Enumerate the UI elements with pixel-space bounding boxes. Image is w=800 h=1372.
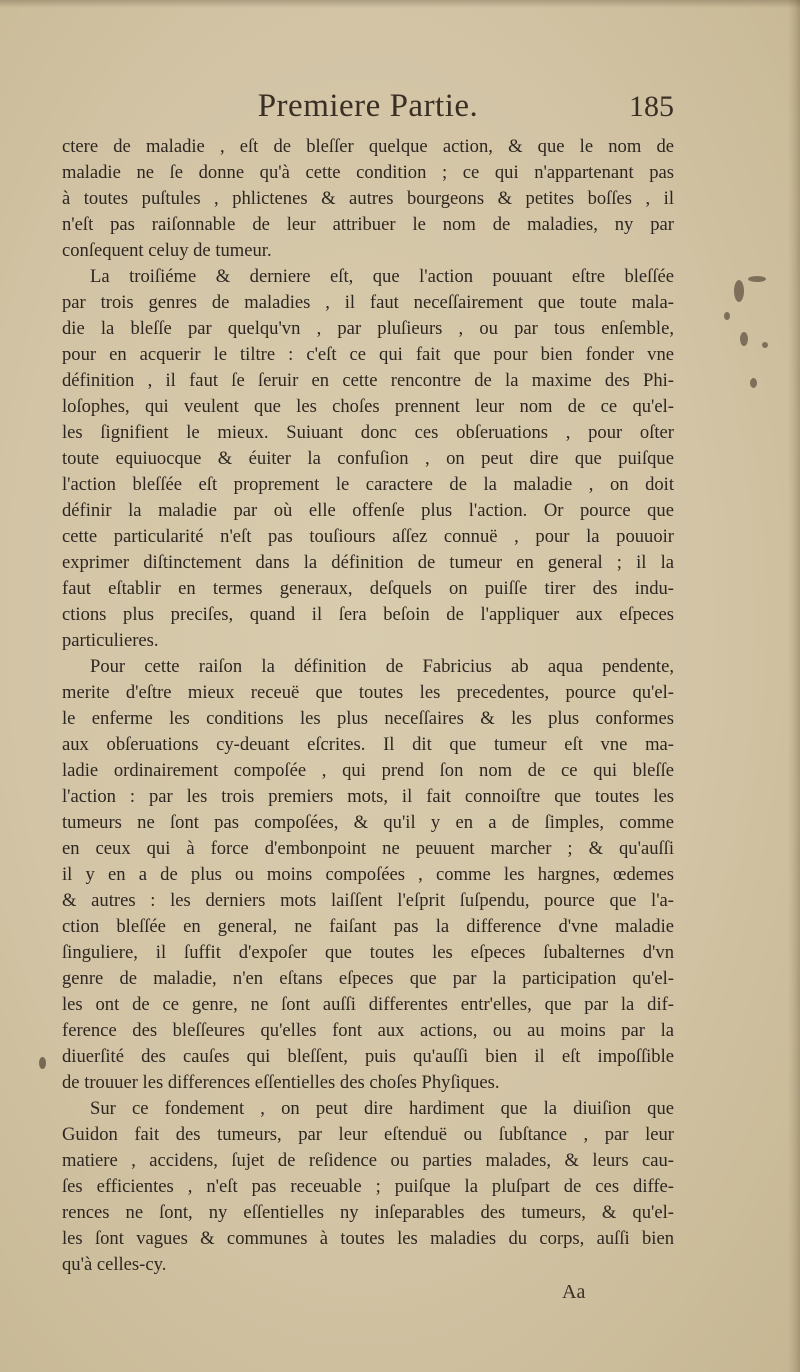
- page-top-shadow: [0, 0, 800, 8]
- text-line: conſequent celuy de tumeur.: [62, 240, 272, 261]
- text-line: tumeurs ne ſont pas compoſées, & qu'il y en a de ſimples, comme: [62, 812, 674, 833]
- text-line: La troiſiéme & derniere eſt, que l'action pouuant eſtre bleſſée: [90, 266, 674, 287]
- text-line: qu'à celles-cy.: [62, 1254, 167, 1275]
- text-line: les ſignifient le mieux. Suiuant donc ces obſeruations , pour oſter: [62, 422, 674, 443]
- text-line: les ſont vagues & communes à toutes les maladies du corps, auſſi bien: [62, 1228, 674, 1249]
- text-line: toute equiuocque & éuiter la confuſion , on peut dire que puiſque: [62, 448, 674, 469]
- text-line: matiere , accidens, ſujet de reſidence ou parties malades, & leurs cau-: [62, 1150, 674, 1171]
- text-line: ſinguliere, il ſuffit d'expoſer que toutes les eſpeces ſubalternes d'vn: [62, 942, 674, 963]
- text-line: diuerſité des cauſes qui bleſſent, puis qu'auſſi bien il eſt impoſſible: [62, 1046, 674, 1067]
- text-line: à toutes puſtules , phlictenes & autres bourgeons & petites boſſes , il: [62, 188, 674, 209]
- text-line: faut eſtablir en termes generaux, deſquels on puiſſe tirer des indu-: [62, 578, 674, 599]
- text-line: pour en acquerir le tiltre : c'eſt ce qui fait que pour bien fonder vne: [62, 344, 674, 365]
- text-line: ction bleſſée en general, ne faiſant pas la difference d'vne maladie: [62, 916, 674, 937]
- text-line: ſes efficientes , n'eſt pas receuable ; puiſque la pluſpart de ces diffe-: [62, 1176, 674, 1197]
- body-text: [62, 134, 674, 1278]
- text-line: ference des bleſſeures qu'elles font aux actions, ou au moins par la: [62, 1020, 674, 1041]
- text-line: il y en a de plus ou moins compoſées , comme les hargnes, œdemes: [62, 864, 674, 885]
- text-line: genre de maladie, n'en eſtans eſpeces que par la participation qu'el-: [62, 968, 674, 989]
- ink-spot: [39, 1057, 46, 1069]
- catchword: Aa: [562, 1281, 586, 1303]
- text-line: rences ne ſont, ny eſſentielles ny inſeparables des tumeurs, & qu'el-: [62, 1202, 674, 1223]
- text-line: le enferme les conditions les plus neceſſaires & les plus conformes: [62, 708, 674, 729]
- text-line: Sur ce fondement , on peut dire hardiment que la diuiſion que: [90, 1098, 674, 1119]
- text-line: particulieres.: [62, 630, 159, 651]
- running-title: Premiere Partie.: [257, 88, 479, 124]
- text-line: par trois genres de maladies , il faut neceſſairement que toute mala-: [62, 292, 674, 313]
- text-line: Pour cette raiſon la définition de Fabricius ab aqua pendente,: [90, 656, 674, 677]
- text-line: ladie ordinairement compoſée , qui prend ſon nom de ce qui bleſſe: [62, 760, 674, 781]
- page-right-shadow: [788, 0, 800, 1372]
- text-line: les ont de ce genre, ne ſont auſſi differentes entr'elles, que par la dif-: [62, 994, 674, 1015]
- running-head: [62, 88, 674, 134]
- text-line: maladie ne ſe donne qu'à cette condition ; ce qui n'appartenant pas: [62, 162, 674, 183]
- text-line: Guidon fait des tumeurs, par leur eſtenduë ou ſubſtance , par leur: [62, 1124, 674, 1145]
- text-line: ctere de maladie , eſt de bleſſer quelque action, & que le nom de: [62, 136, 674, 157]
- text-line: l'action : par les trois premiers mots, il fait connoiſtre que toutes les: [62, 786, 674, 807]
- text-line: & autres : les derniers mots laiſſent l'eſprit ſuſpendu, pource que l'a-: [62, 890, 674, 911]
- text-line: de trouuer les differences eſſentielles des choſes Phyſiques.: [62, 1072, 500, 1093]
- text-line: définir la maladie par où elle offenſe plus l'action. Or pource que: [62, 500, 674, 521]
- text-line: aux obſeruations cy-deuant eſcrites. Il dit que tumeur eſt vne ma-: [62, 734, 674, 755]
- text-line: die la bleſſe par quelqu'vn , par pluſieurs , ou par tous enſemble,: [62, 318, 674, 339]
- text-line: exprimer diſtinctement dans la définition de tumeur en general ; il la: [62, 552, 674, 573]
- ink-show-through: [704, 272, 784, 392]
- text-line: loſophes, qui veulent que les choſes prennent leur nom de ce qu'el-: [62, 396, 674, 417]
- text-line: l'action bleſſée eſt proprement le caractere de la maladie , on doit: [62, 474, 674, 495]
- text-line: cette particularité n'eſt pas touſiours aſſez connuë , pour la pouuoir: [62, 526, 674, 547]
- page-number: 185: [629, 90, 674, 123]
- text-line: définition , il faut ſe ſeruir en cette rencontre de la maxime des Phi-: [62, 370, 674, 391]
- text-line: n'eſt pas raiſonnable de leur attribuer le nom de maladies, ny par: [62, 214, 674, 235]
- text-line: merite d'eſtre mieux receuë que toutes les precedentes, pource qu'el-: [62, 682, 674, 703]
- text-line: en ceux qui à force d'embonpoint ne peuuent marcher ; & qu'auſſi: [62, 838, 674, 859]
- text-line: ctions plus preciſes, quand il ſera beſoin de l'appliquer aux eſpeces: [62, 604, 674, 625]
